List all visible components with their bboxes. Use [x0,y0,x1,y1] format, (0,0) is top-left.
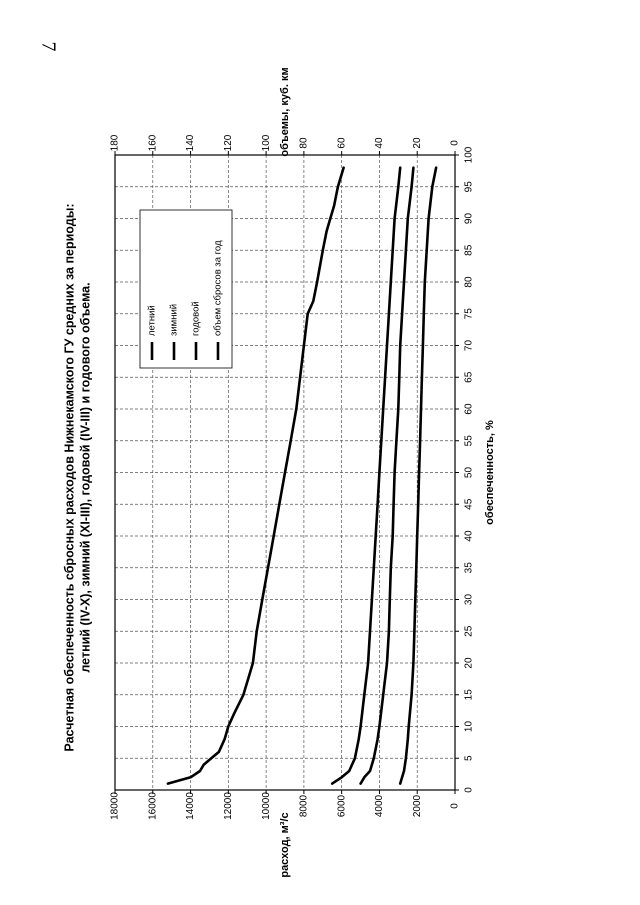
x-tick-label: 40 [463,530,475,542]
y2-tick-label: 180 [109,134,121,152]
y-tick-label: 8000 [298,794,310,818]
y2-tick-label: 100 [260,134,272,152]
chart-title-line: летний (IV-X), зимний (XI-III), годовой (IV-III) и годового объема. [78,282,93,673]
y-axis-title: расход, м³/с [278,812,291,878]
y2-tick-label: 80 [298,137,310,149]
y2-tick-label: 140 [185,134,197,152]
plot-area [62,67,496,877]
x-tick-label: 85 [463,244,475,256]
series-line [332,168,400,784]
x-tick-label: 70 [463,339,475,352]
x-tick-label: 55 [463,435,475,447]
y-tick-label: 12000 [222,792,234,820]
y-tick-label: 18000 [109,792,121,820]
x-tick-label: 25 [463,625,475,637]
x-tick-label: 95 [463,181,475,193]
y-tick-label: 2000 [411,794,423,818]
x-tick-label: 75 [463,308,475,320]
page-number-text: 7 [37,41,60,52]
y-tick-label: 0 [449,803,461,809]
y-tick-label: 4000 [374,794,386,818]
x-tick-label: 15 [463,689,475,701]
x-axis-title: обеспеченность, % [483,420,496,525]
x-tick-label: 20 [463,657,475,669]
x-tick-label: 80 [463,276,475,288]
legend-label: летний [146,305,158,336]
x-tick-label: 45 [463,498,475,510]
series-line [361,168,414,784]
x-tick-label: 0 [463,787,475,793]
y2-tick-label: 20 [411,137,423,149]
legend-label: годовой [190,301,202,336]
y-tick-label: 6000 [336,794,348,818]
legend-label: объем сбросов за год [212,240,224,336]
y-tick-label: 10000 [260,792,272,820]
x-tick-label: 35 [463,562,475,574]
y2-axis-title: объемы, куб. км [278,67,291,157]
y2-tick-label: 160 [147,134,159,152]
y2-tick-label: 120 [222,134,234,152]
x-tick-label: 60 [463,403,475,415]
x-tick-label: 50 [463,466,475,479]
x-tick-label: 90 [463,212,475,225]
y2-tick-label: 40 [374,137,386,149]
x-tick-label: 5 [463,755,475,762]
x-tick-label: 10 [463,720,475,733]
legend-label: зимний [168,303,180,336]
y2-tick-label: 0 [449,140,461,146]
chart-title-line: Расчетная обеспеченность сбросных расходов Нижнекамского ГУ средних за периоды: [62,203,77,752]
y-tick-label: 14000 [185,792,197,820]
y2-tick-label: 60 [336,137,348,149]
x-tick-label: 30 [463,593,475,606]
x-tick-label: 100 [463,146,475,164]
x-tick-label: 65 [463,371,475,383]
y-tick-label: 16000 [147,792,159,820]
